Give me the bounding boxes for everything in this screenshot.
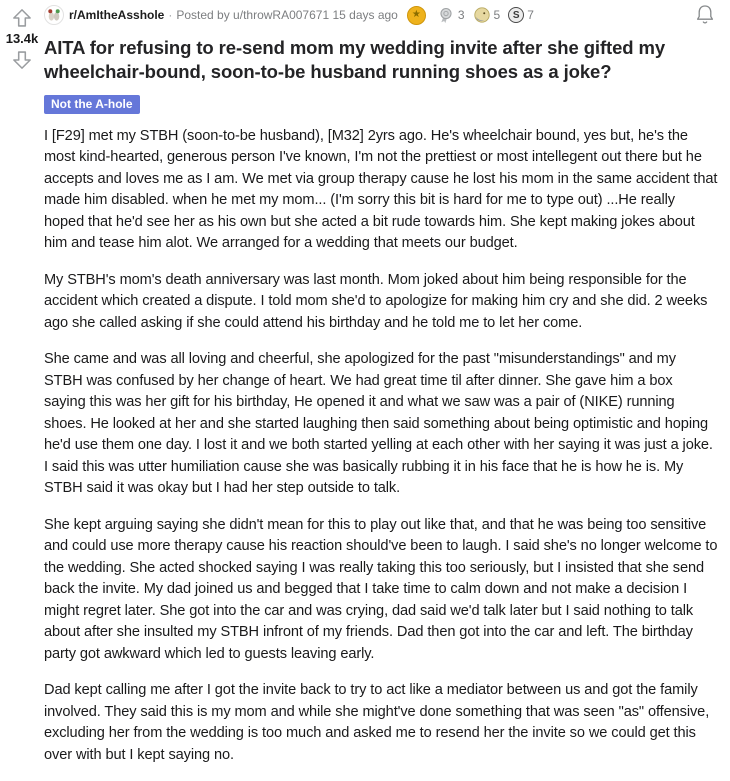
post-paragraph-5: Dad kept calling me after I got the invite back to try to act like a mediator between us and got the family involved. They said this is my mom and while she might've done something that was seen "as" offensive, excluding her from the wedding is too much and asked me to resend her the invite so we could get this over with but I kept saying no. bbox=[44, 682, 710, 763]
gold-star-glyph: ★ bbox=[407, 6, 426, 25]
downvote-arrow-icon bbox=[11, 49, 33, 71]
silver-medal-award-count: 3 bbox=[457, 8, 465, 22]
silver-medal-award-icon[interactable] bbox=[437, 6, 455, 25]
upvote-arrow-icon bbox=[11, 7, 33, 29]
downvote-button[interactable] bbox=[10, 48, 34, 72]
post-title[interactable]: AITA for refusing to re-send mom my wedding invite after she gifted my wheelchair-bound, soon-to-be husband running shoes as a joke? bbox=[44, 37, 666, 83]
silver-coin-glyph: S bbox=[508, 7, 524, 23]
post-paragraph-1: I [F29] met my STBH (soon-to-be husband), [M32] 2yrs ago. He's wheelchair bound, yes but, he's the most kind-hearted, generous person I've known, I'm not the prettiest or most intellegent out there but he accepts and loves me as I am. We met via group therapy cause he lost his mom in the same accident that made him disabled. when he met my mom... (I'm sorry this bit is hard for me to type out) ...He really hoped that he'd see her as his own but she acted a bit rude towards him. She kept making jokes about him and tease him alot. We arranged for a wedding that meets our budget. bbox=[44, 127, 718, 252]
gold-award-icon[interactable] bbox=[407, 6, 426, 25]
posted-by-link[interactable]: Posted by u/throwRA007671 15 days ago bbox=[176, 8, 398, 22]
silver-award-icon[interactable] bbox=[508, 7, 524, 23]
silver-award-count: 7 bbox=[527, 8, 534, 22]
meta-separator: · bbox=[168, 8, 173, 22]
aita-community-icon bbox=[44, 5, 64, 25]
post-flair-badge[interactable]: Not the A-hole bbox=[44, 95, 140, 114]
vote-column bbox=[4, 4, 40, 781]
bell-icon bbox=[694, 3, 716, 27]
post-body bbox=[44, 126, 718, 767]
post-header bbox=[44, 5, 718, 25]
facepalm-award-icon[interactable] bbox=[473, 6, 491, 24]
upvote-button[interactable] bbox=[10, 6, 34, 30]
post-score: 13.4k bbox=[5, 31, 39, 46]
subreddit-avatar[interactable] bbox=[44, 5, 64, 25]
subreddit-link[interactable]: r/AmItheAsshole bbox=[69, 8, 165, 22]
post-paragraph-3: She came and was all loving and cheerful, she apologized for the past "misunderstandings" and my STBH was confused by her change of heart. We had great time til after dinner. She gave him a box saying this was her gift for his birthday, He opened it and what we saw was a pair of (NIKE) running shoes. He looked at her and she started laughing then said something about being optimistic and hoping he'd use them one day. I lost it and we both started yelling at each other with her saying it was just a joke. I said this was utter humiliation cause she was basically rubbing it in his face that he is how he is. My STBH said it was okay but I had her step outside to talk. bbox=[44, 351, 713, 497]
notification-bell-button[interactable] bbox=[694, 3, 716, 27]
post-paragraph-4: She kept arguing saying she didn't mean for this to play out like that, and that he was being too sensitive and could use more therapy cause his reaction should've been to laugh. I said she's no longer welcome to the wedding. She acted shocked saying I was really taking this too seriously, but I insisted that she send back the invite. My dad joined us and begged that I take time to calm down and not make a decision I might regret later. She got into the car and was crying, dad said we'd talk later but I said nothing to talk about after she insulted my STBH infront of my friends. Dad then got into the car and left. The birthday party got awkward which led to guests leaving early. bbox=[44, 516, 718, 662]
post-paragraph-2: My STBH's mom's death anniversary was last month. Mom joked about him being responsible for the accident which created a dispute. I told mom she'd to apologize for making him cry and she did. 2 weeks ago she called asking if she could attend his birthday and he told me to let her come. bbox=[44, 271, 708, 331]
award-row bbox=[407, 6, 539, 25]
post-main-column bbox=[40, 4, 730, 781]
facepalm-award-count: 5 bbox=[493, 8, 501, 22]
